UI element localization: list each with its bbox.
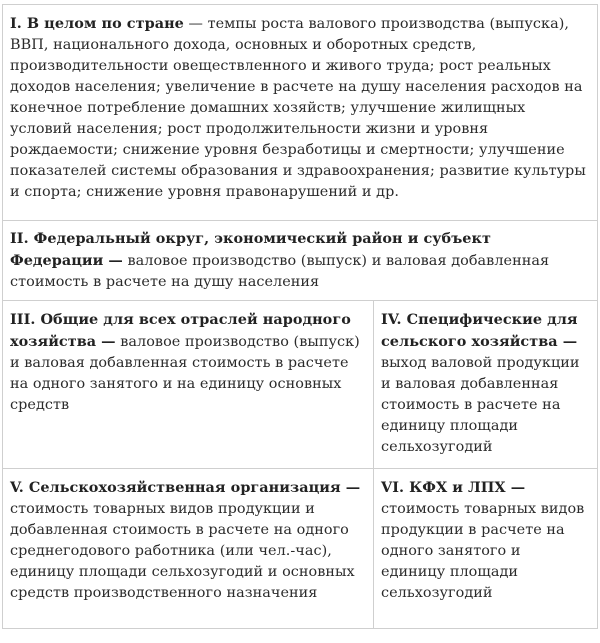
cell-agriculture-specific — [374, 301, 597, 468]
cell-federal-district-level — [3, 220, 597, 300]
cell-heading: I. В целом по стране — [10, 15, 184, 32]
cell-text: валовое производство (выпуск) и валовая добавленная стоимость в расчете на душу населения — [10, 253, 550, 290]
cell-heading: III. Общие для всех отраслей народного хозяйства — — [10, 311, 351, 350]
cell-text: стоимость товарных видов продукции в расчете на одного занятого и единицу площади сельхозугодий — [381, 501, 585, 601]
cell-text: стоимость товарных видов продукции и добавленная стоимость в расчете на одного среднегодового работника (или чел.-час), единицу площади сельхозугодий и основных средств производственного назначения — [10, 501, 355, 601]
cell-common-indicators — [3, 301, 373, 468]
cell-text: выход валовой продукции и валовая добавленная стоимость в расчете на единицу площади сельхозугодий — [381, 355, 580, 455]
cell-text: — темпы роста валового производства (выпуска), ВВП, национального дохода, основных и оборотных средств, производительности овеществленного и живого труда; рост реальных доходов населения; увеличение в расчете на душу населения расходов на конечное потребление домашних хозяйств; улучшение жилищных условий населения; рост продолжительности жизни и уровня рождаемости; снижение уровня безработицы и смертности; улучшение показателей системы образования и здравоохранения; развитие культуры и спорта; снижение уровня правонарушений и др. — [10, 16, 586, 200]
cell-heading: II. Федеральный округ, экономический район и субъект Федерации — — [10, 230, 491, 269]
cell-heading: V. Сельскохозяйственная организация — — [10, 479, 361, 496]
cell-farms-households — [374, 469, 597, 629]
cell-heading: VI. КФХ и ЛПХ — — [381, 479, 526, 496]
cell-heading: IV. Специфические для сельского хозяйства — — [381, 311, 578, 350]
cell-text: валовое производство (выпуск) и валовая добавленная стоимость в расчете на одного занятого и на единицу основных средств — [10, 334, 360, 413]
cell-country-level — [3, 5, 597, 220]
cell-agricultural-organization — [3, 469, 373, 629]
indicators-table — [2, 4, 598, 629]
